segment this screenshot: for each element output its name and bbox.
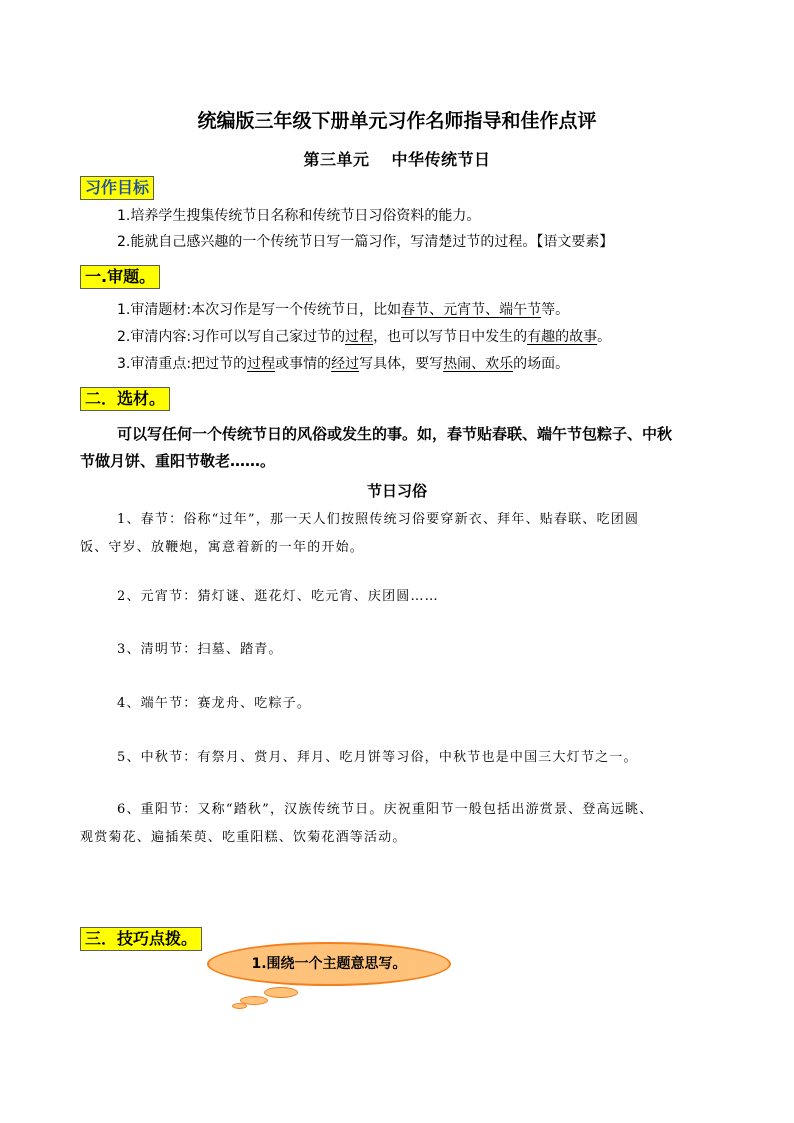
custom-item-6-line-2: 观赏菊花、遍插茱萸、吃重阳糕、饮菊花酒等活动。 xyxy=(80,830,407,845)
underline-dragon-boat-festival: 端午节 xyxy=(499,302,542,318)
custom-item-5: 5、中秋节：有祭月、赏月、拜月、吃月饼等习俗，中秋节也是中国三大灯节之一。 xyxy=(117,750,638,765)
review-item-1 xyxy=(117,299,569,319)
page-title: 统编版三年级下册单元习作名师指导和佳作点评 xyxy=(197,110,597,132)
custom-item-4: 4、端午节：赛龙舟、吃粽子。 xyxy=(117,696,312,711)
underline-course: 经过 xyxy=(331,356,360,372)
custom-item-3: 3、清明节：扫墓、踏青。 xyxy=(117,642,283,657)
customs-heading: 节日习俗 xyxy=(366,482,427,500)
section-heading-material: 二．选材。 xyxy=(80,387,170,411)
goal-item-2: 2.能就自己感兴趣的一个传统节日写一篇习作，写清楚过节的过程。【语文要素】 xyxy=(117,234,614,250)
review-item-2-mid: ，也可以写节日中发生的 xyxy=(373,329,528,345)
review-item-3-prefix: 3.审清重点:把过节的 xyxy=(117,356,248,372)
thought-bubble: 1.围绕一个主题意思写。 xyxy=(207,942,451,986)
goal-item-1: 1.培养学生搜集传统节日名称和传统节日习俗资料的能力。 xyxy=(117,208,481,224)
subtitle-unit: 第三单元 xyxy=(303,150,370,169)
review-item-2 xyxy=(117,326,611,346)
section-heading-review: 一.审题。 xyxy=(80,265,160,289)
underline-process-2: 过程 xyxy=(247,356,276,372)
section-heading-tips: 三．技巧点拨。 xyxy=(80,927,202,951)
underline-sep-2: 、 xyxy=(485,302,500,318)
review-item-3-mid-1: 或事情的 xyxy=(275,356,332,372)
bubble-trail-dot-3 xyxy=(232,1003,247,1009)
underline-lively-joyful: 热闹、欢乐 xyxy=(443,356,514,372)
underline-funny-story: 有趣的故事 xyxy=(527,329,598,345)
custom-item-1-line-1: 1、春节：俗称“过年”，那一天人们按照传统习俗要穿新衣、拜年、贴春联、吃团圆 xyxy=(117,512,640,527)
custom-item-2: 2、元宵节：猜灯谜、逛花灯、吃元宵、庆团圆…… xyxy=(117,589,439,604)
section-heading-goals: 习作目标 xyxy=(80,176,154,200)
page-subtitle xyxy=(0,147,794,170)
custom-item-6-line-1: 6、重阳节：又称“踏秋”，汉族传统节日。庆祝重阳节一般包括出游赏景、登高远眺、 xyxy=(117,802,654,817)
underline-lantern-festival: 元宵节 xyxy=(443,302,486,318)
bubble-trail-dot-1 xyxy=(264,987,298,998)
review-item-2-prefix: 2.审清内容:习作可以写自己家过节的 xyxy=(117,329,346,345)
underline-spring-festival: 春节 xyxy=(401,302,430,318)
review-item-3-mid-2: 写具体，要写 xyxy=(359,356,444,372)
material-paragraph-line-2: 节做月饼、重阳节敬老……。 xyxy=(80,452,276,470)
review-item-2-suffix: 。 xyxy=(597,329,612,345)
review-item-3-suffix: 的场面。 xyxy=(513,356,570,372)
review-item-3 xyxy=(117,353,569,373)
subtitle-theme: 中华传统节日 xyxy=(391,150,491,169)
underline-sep-1: 、 xyxy=(429,302,444,318)
custom-item-1-line-2: 饭、守岁、放鞭炮，寓意着新的一年的开始。 xyxy=(80,540,365,555)
review-item-1-prefix: 1.审清题材:本次习作是写一个传统节日，比如 xyxy=(117,302,402,318)
underline-process: 过程 xyxy=(345,329,374,345)
material-paragraph-line-1: 可以写任何一个传统节日的风俗或发生的事。如，春节贴春联、端午节包粽子、中秋 xyxy=(117,425,673,443)
review-item-1-suffix: 等。 xyxy=(541,302,570,318)
